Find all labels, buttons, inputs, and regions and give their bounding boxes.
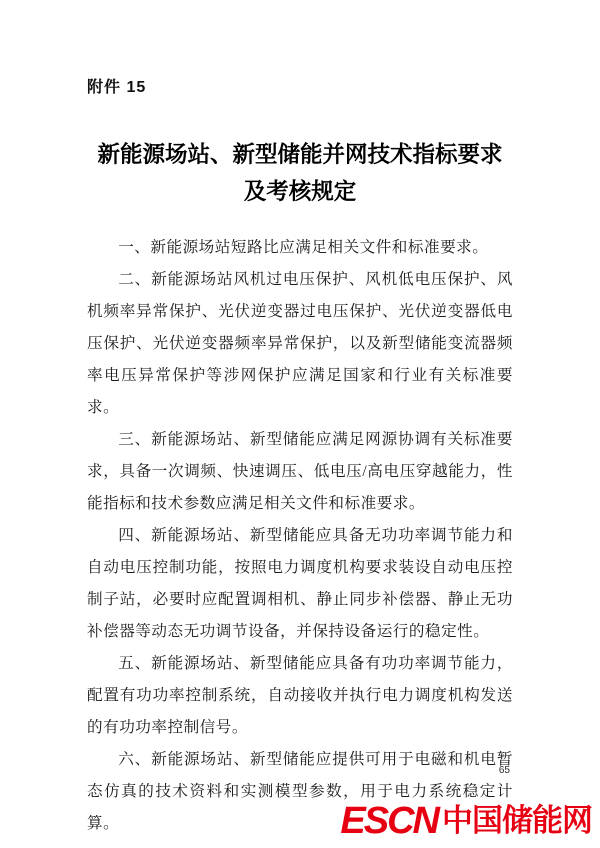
escn-logo-latin-text: ESCN: [340, 800, 438, 842]
attachment-label: 附件 15: [87, 79, 147, 96]
page-number: 65: [498, 765, 510, 776]
paragraph-3: 三、新能源场站、新型储能应满足网源协调有关标准要求，具备一次调频、快速调压、低电压/高电压穿越能力，性能指标和技术参数应满足相关文件和标准要求。: [87, 431, 513, 512]
paragraph-5: 五、新能源场站、新型储能应具备有功功率调节能力，配置有功功率控制系统，自动接收并执行电力调度机构发送的有功功率控制信号。: [87, 655, 513, 736]
paragraph-6: 六、新能源场站、新型储能应提供可用于电磁和机电暂态仿真的技术资料和实测模型参数，用于电力系统稳定计算。: [87, 751, 513, 832]
paragraph-2: 二、新能源场站风机过电压保护、风机低电压保护、风机频率异常保护、光伏逆变器过电压保护、光伏逆变器低电压保护、光伏逆变器频率异常保护，以及新型储能变流器频率电压异常保护等涉网保护应满足国家和行业有关标准要求。: [87, 271, 513, 416]
escn-logo: [340, 802, 592, 840]
document-body: [87, 232, 513, 840]
paragraph-1: 一、新能源场站短路比应满足相关文件和标准要求。: [118, 239, 489, 256]
document-title-line-1: 新能源场站、新型储能并网技术指标要求: [97, 142, 503, 167]
document-title-line-2: 及考核规定: [243, 179, 357, 204]
escn-logo-chinese-text: 中国储能网: [442, 803, 592, 838]
document-title: [60, 136, 540, 210]
paragraph-4: 四、新能源场站、新型储能应具备无功功率调节能力和自动电压控制功能，按照电力调度机构要求装设自动电压控制子站，必要时应配置调相机、静止同步补偿器、静止无功补偿器等动态无功调节设备，并保持设备运行的稳定性。: [87, 527, 513, 640]
